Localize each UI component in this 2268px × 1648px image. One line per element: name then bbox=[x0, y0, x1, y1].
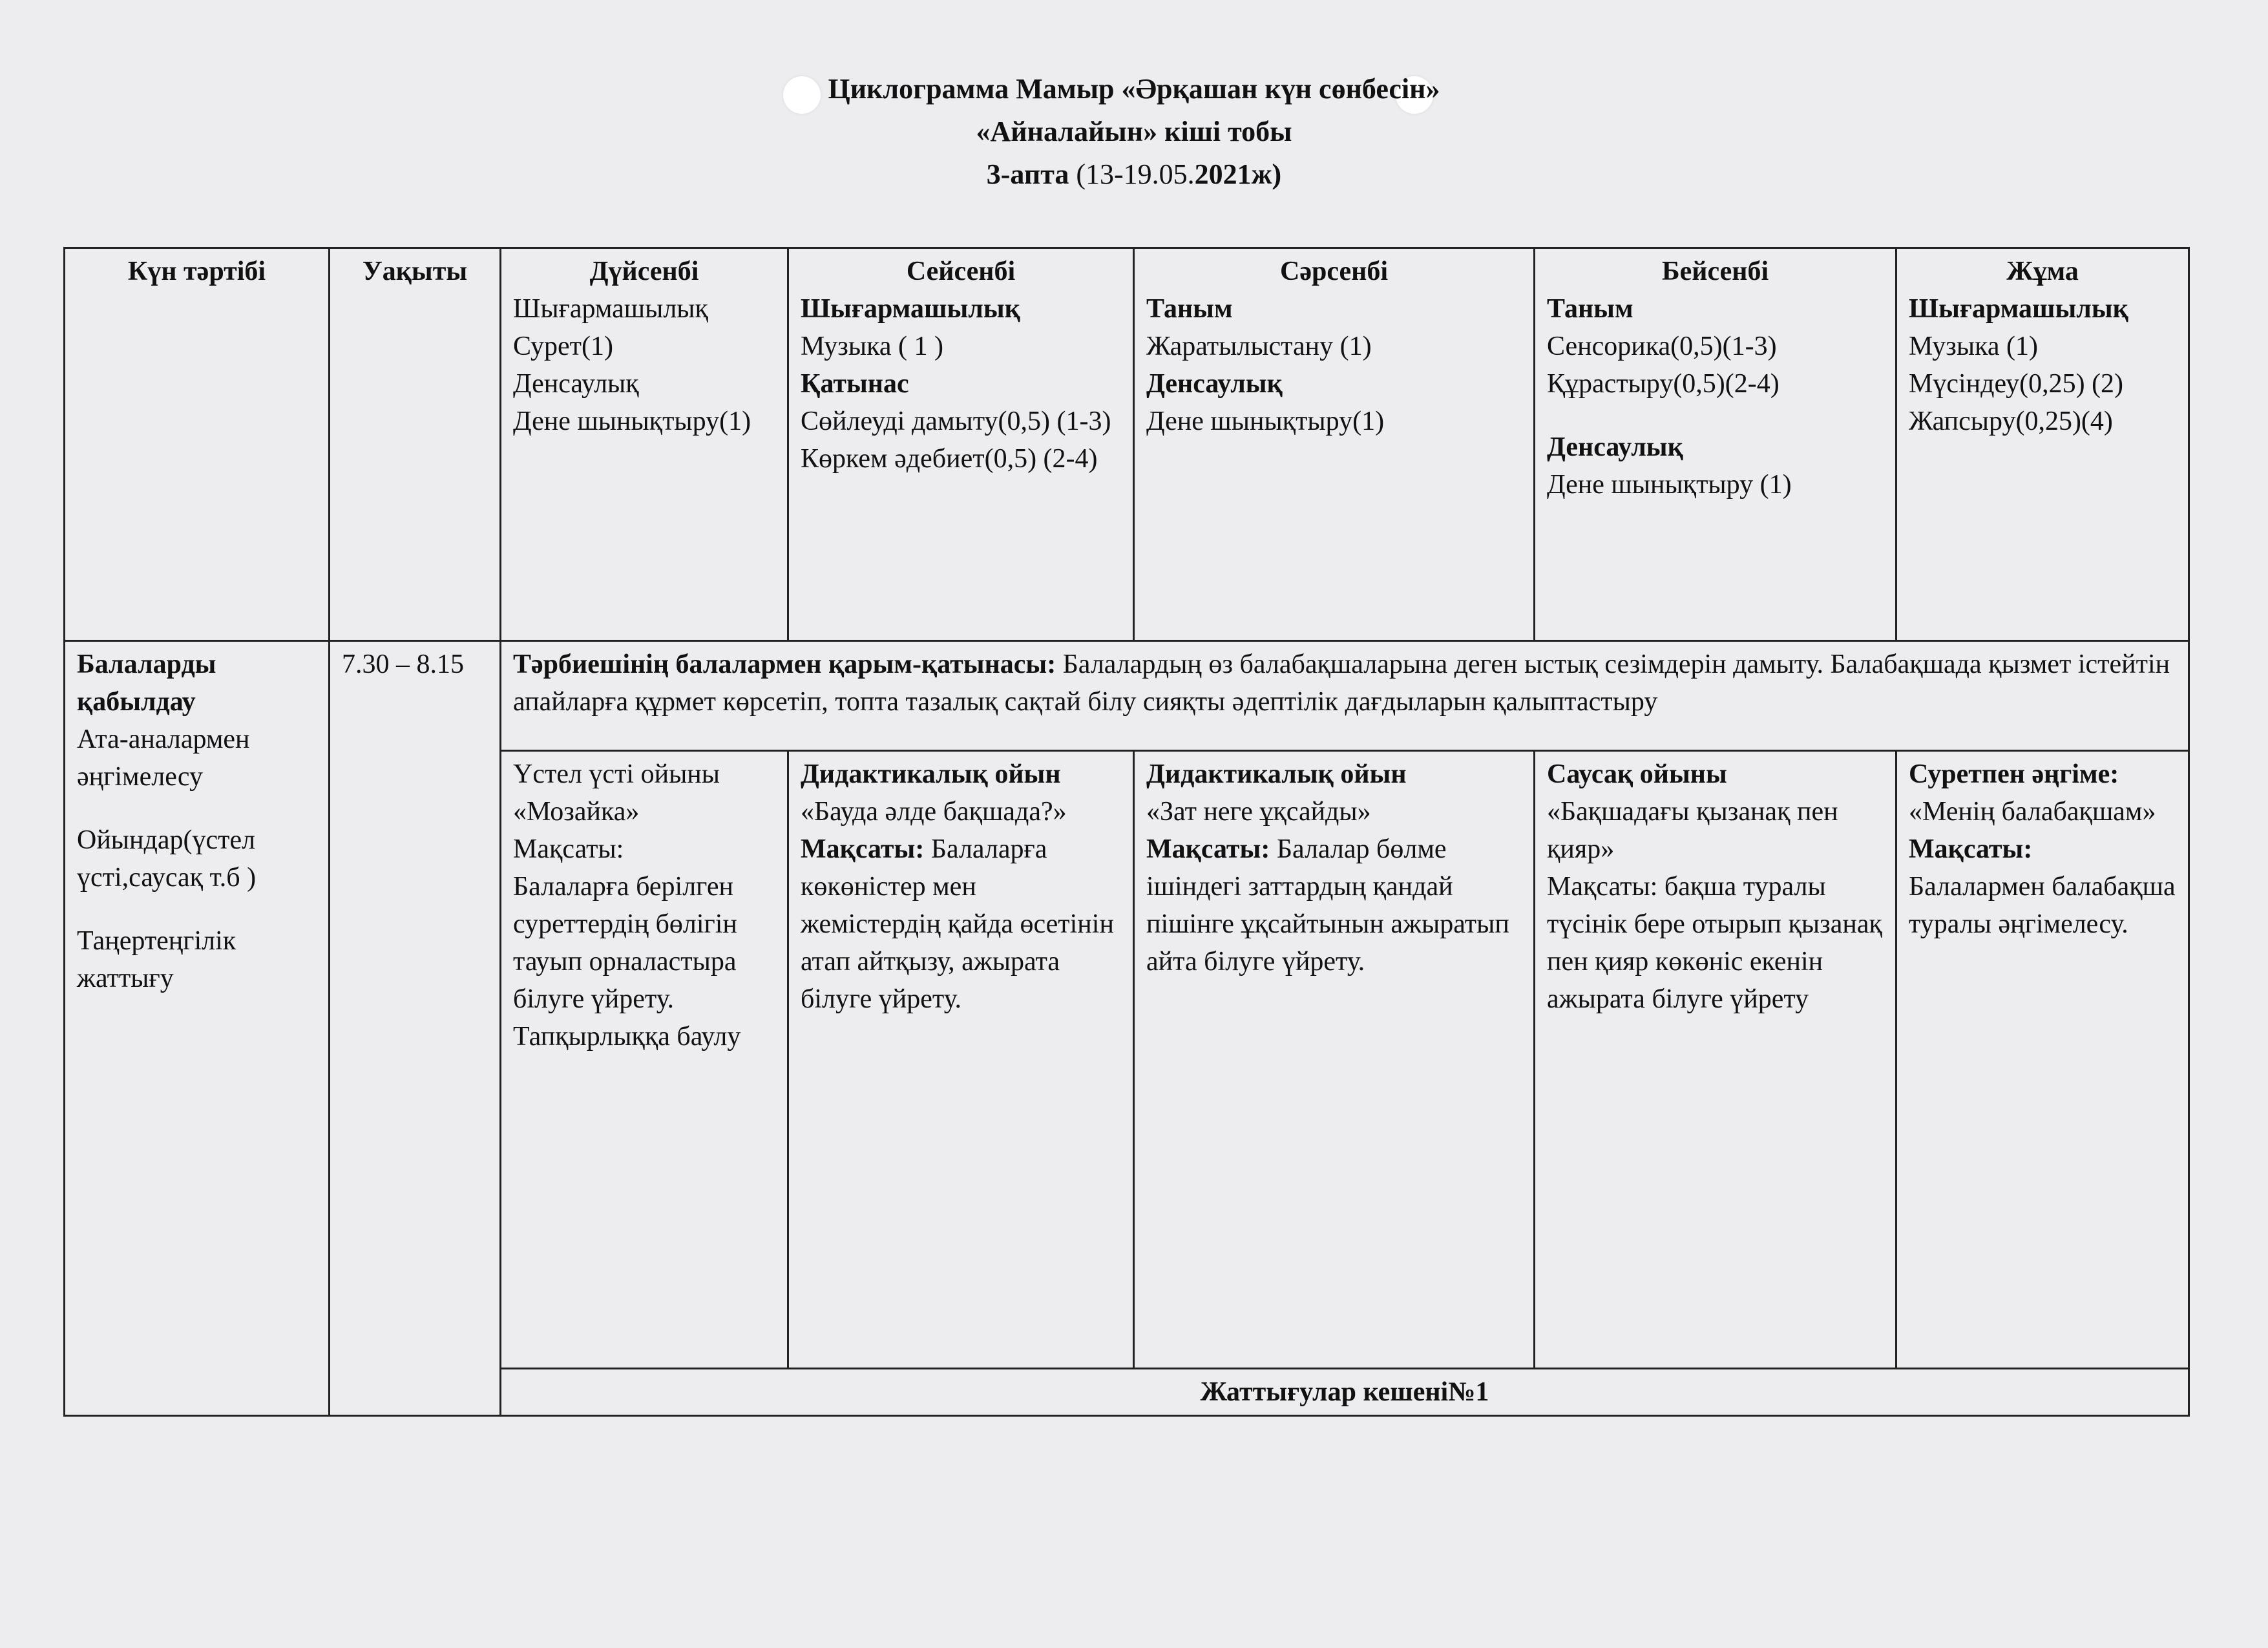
line-gap bbox=[1547, 403, 1884, 428]
schedule-table bbox=[63, 247, 2190, 1417]
day-name: Бейсенбі bbox=[1661, 257, 1769, 286]
routine-title: Балаларды қабылдау bbox=[77, 650, 216, 717]
communication-label: Тәрбиешінің балалармен қарым-қатынасы: bbox=[513, 650, 1056, 679]
day-name: Сейсенбі bbox=[906, 257, 1016, 286]
day-line: Дене шынықтыру(1) bbox=[513, 407, 751, 436]
day-line: Музыка (1) bbox=[1909, 332, 2038, 361]
document-header bbox=[0, 68, 2268, 196]
day-line: Шығармашылық bbox=[1909, 294, 2128, 324]
activity-name: «Менің балабақшам» bbox=[1909, 797, 2156, 827]
activity-cell-wednesday bbox=[1134, 751, 1535, 1369]
day-line: Таным bbox=[1146, 294, 1233, 324]
day-line: Жаратылыстану (1) bbox=[1146, 332, 1372, 361]
activity-goal: Балалармен балабақша туралы әңгімелесу. bbox=[1909, 872, 2176, 939]
header-week-year: 2021ж) bbox=[1194, 158, 1282, 190]
day-line: Денсаулық bbox=[1547, 432, 1683, 462]
exercises-title: Жаттығулар кешені№1 bbox=[501, 1369, 2189, 1416]
activity-title: Дидактикалық ойын bbox=[801, 759, 1061, 789]
activity-cell-thursday bbox=[1535, 751, 1896, 1369]
activity-name: «Бақшадағы қызанақ пен қияр» bbox=[1547, 797, 1838, 864]
day-line: Дене шынықтыру (1) bbox=[1547, 470, 1792, 500]
time-cell: 7.30 – 8.15 bbox=[330, 641, 501, 1416]
day-line: Мүсіндеу(0,25) (2) bbox=[1909, 369, 2124, 399]
line-gap bbox=[77, 896, 317, 922]
day-line: Құрастыру(0,5)(2-4) bbox=[1547, 369, 1780, 399]
day-line: Шығармашылық bbox=[801, 294, 1020, 324]
day-thursday bbox=[1535, 248, 1896, 641]
line-gap bbox=[77, 796, 317, 821]
header-week bbox=[0, 153, 2268, 196]
communication-row bbox=[65, 641, 2189, 751]
activity-name: «Зат неге ұқсайды» bbox=[1146, 797, 1371, 827]
day-monday bbox=[501, 248, 788, 641]
activity-goal-label: Мақсаты: bbox=[1547, 872, 1658, 902]
communication-cell bbox=[501, 641, 2189, 751]
day-line: Денсаулық bbox=[513, 369, 639, 399]
day-line: Қатынас bbox=[801, 369, 909, 399]
day-name: Сәрсенбі bbox=[1280, 257, 1388, 286]
header-week-dates: (13-19.05. bbox=[1069, 158, 1195, 190]
day-wednesday bbox=[1134, 248, 1535, 641]
column-header-routine: Күн тәртібі bbox=[65, 248, 330, 641]
activity-cell-friday bbox=[1896, 751, 2189, 1369]
activity-cell-tuesday bbox=[788, 751, 1134, 1369]
day-line: Денсаулық bbox=[1146, 369, 1283, 399]
activity-goal: Балаларға берілген суреттердің бөлігін тауып орналастыра білуге үйрету. bbox=[513, 872, 737, 1014]
activity-goal: Балалар бөлме ішіндегі заттардың қандай пішінге ұқсайтынын ажыратып айта білуге үйрету. bbox=[1146, 834, 1509, 977]
activity-title: Суретпен әңгіме: bbox=[1909, 759, 2119, 789]
routine-line: Ойындар(үстел үсті,саусақ т.б ) bbox=[77, 825, 257, 893]
day-line: Сөйлеуді дамыту(0,5) (1-3) bbox=[801, 407, 1111, 436]
day-line: Таным bbox=[1547, 294, 1633, 324]
activity-title: Үстел үсті ойыны bbox=[513, 759, 720, 789]
day-line: Музыка ( 1 ) bbox=[801, 332, 943, 361]
activity-goal-label: Мақсаты: bbox=[513, 834, 624, 864]
activity-goal-label: Мақсаты: bbox=[1146, 834, 1270, 864]
routine-cell bbox=[65, 641, 330, 1416]
day-line: Сурет(1) bbox=[513, 332, 613, 361]
activity-goal-label: Мақсаты: bbox=[1909, 834, 2033, 864]
day-name: Жұма bbox=[2006, 257, 2079, 286]
header-title: Циклограмма Мамыр «Әрқашан күн сөнбесін» bbox=[828, 73, 1440, 105]
activity-name: «Мозайка» bbox=[513, 797, 640, 827]
day-name: Дүйсенбі bbox=[589, 257, 699, 286]
column-header-time: Уақыты bbox=[330, 248, 501, 641]
header-row bbox=[65, 248, 2189, 641]
activity-extra: Тапқырлыққа баулу bbox=[513, 1022, 741, 1051]
activity-title: Дидактикалық ойын bbox=[1146, 759, 1407, 789]
routine-line: Ата-аналармен әңгімелесу bbox=[77, 724, 250, 792]
day-line: Шығармашылық bbox=[513, 294, 708, 324]
activity-goal-label: Мақсаты: bbox=[801, 834, 925, 864]
day-line: Сенсорика(0,5)(1-3) bbox=[1547, 332, 1777, 361]
communication-text: Балалардың өз балабақшаларына деген ыстық сезімдерін дамыту. Балабақшада қызмет істейтін апайларға құрмет көрсетіп, топта тазалық сақтай білу сияқты әдептілік дағдыларын қалыптастыру bbox=[513, 650, 2170, 717]
day-line: Дене шынықтыру(1) bbox=[1146, 407, 1385, 436]
day-line: Көркем әдебиет(0,5) (2-4) bbox=[801, 444, 1098, 474]
routine-line: Таңертеңгілік жаттығу bbox=[77, 926, 236, 993]
day-tuesday bbox=[788, 248, 1134, 641]
header-group: «Айналайын» кіші тобы bbox=[976, 116, 1292, 147]
activity-goal: Балаларға көкөністер мен жемістердің қайда өсетінін атап айтқызу, ажырата білуге үйрету. bbox=[801, 834, 1114, 1014]
activity-goal: бақша туралы түсінік бере отырып қызанақ пен қияр көкөніс екенін ажырата білуге үйрету bbox=[1547, 872, 1882, 1014]
activity-cell-monday bbox=[501, 751, 788, 1369]
header-week-label: 3-апта bbox=[986, 158, 1069, 190]
day-friday bbox=[1896, 248, 2189, 641]
activity-name: «Бауда әлде бақшада?» bbox=[801, 797, 1067, 827]
day-line: Жапсыру(0,25)(4) bbox=[1909, 407, 2113, 436]
activity-title: Саусақ ойыны bbox=[1547, 759, 1727, 789]
